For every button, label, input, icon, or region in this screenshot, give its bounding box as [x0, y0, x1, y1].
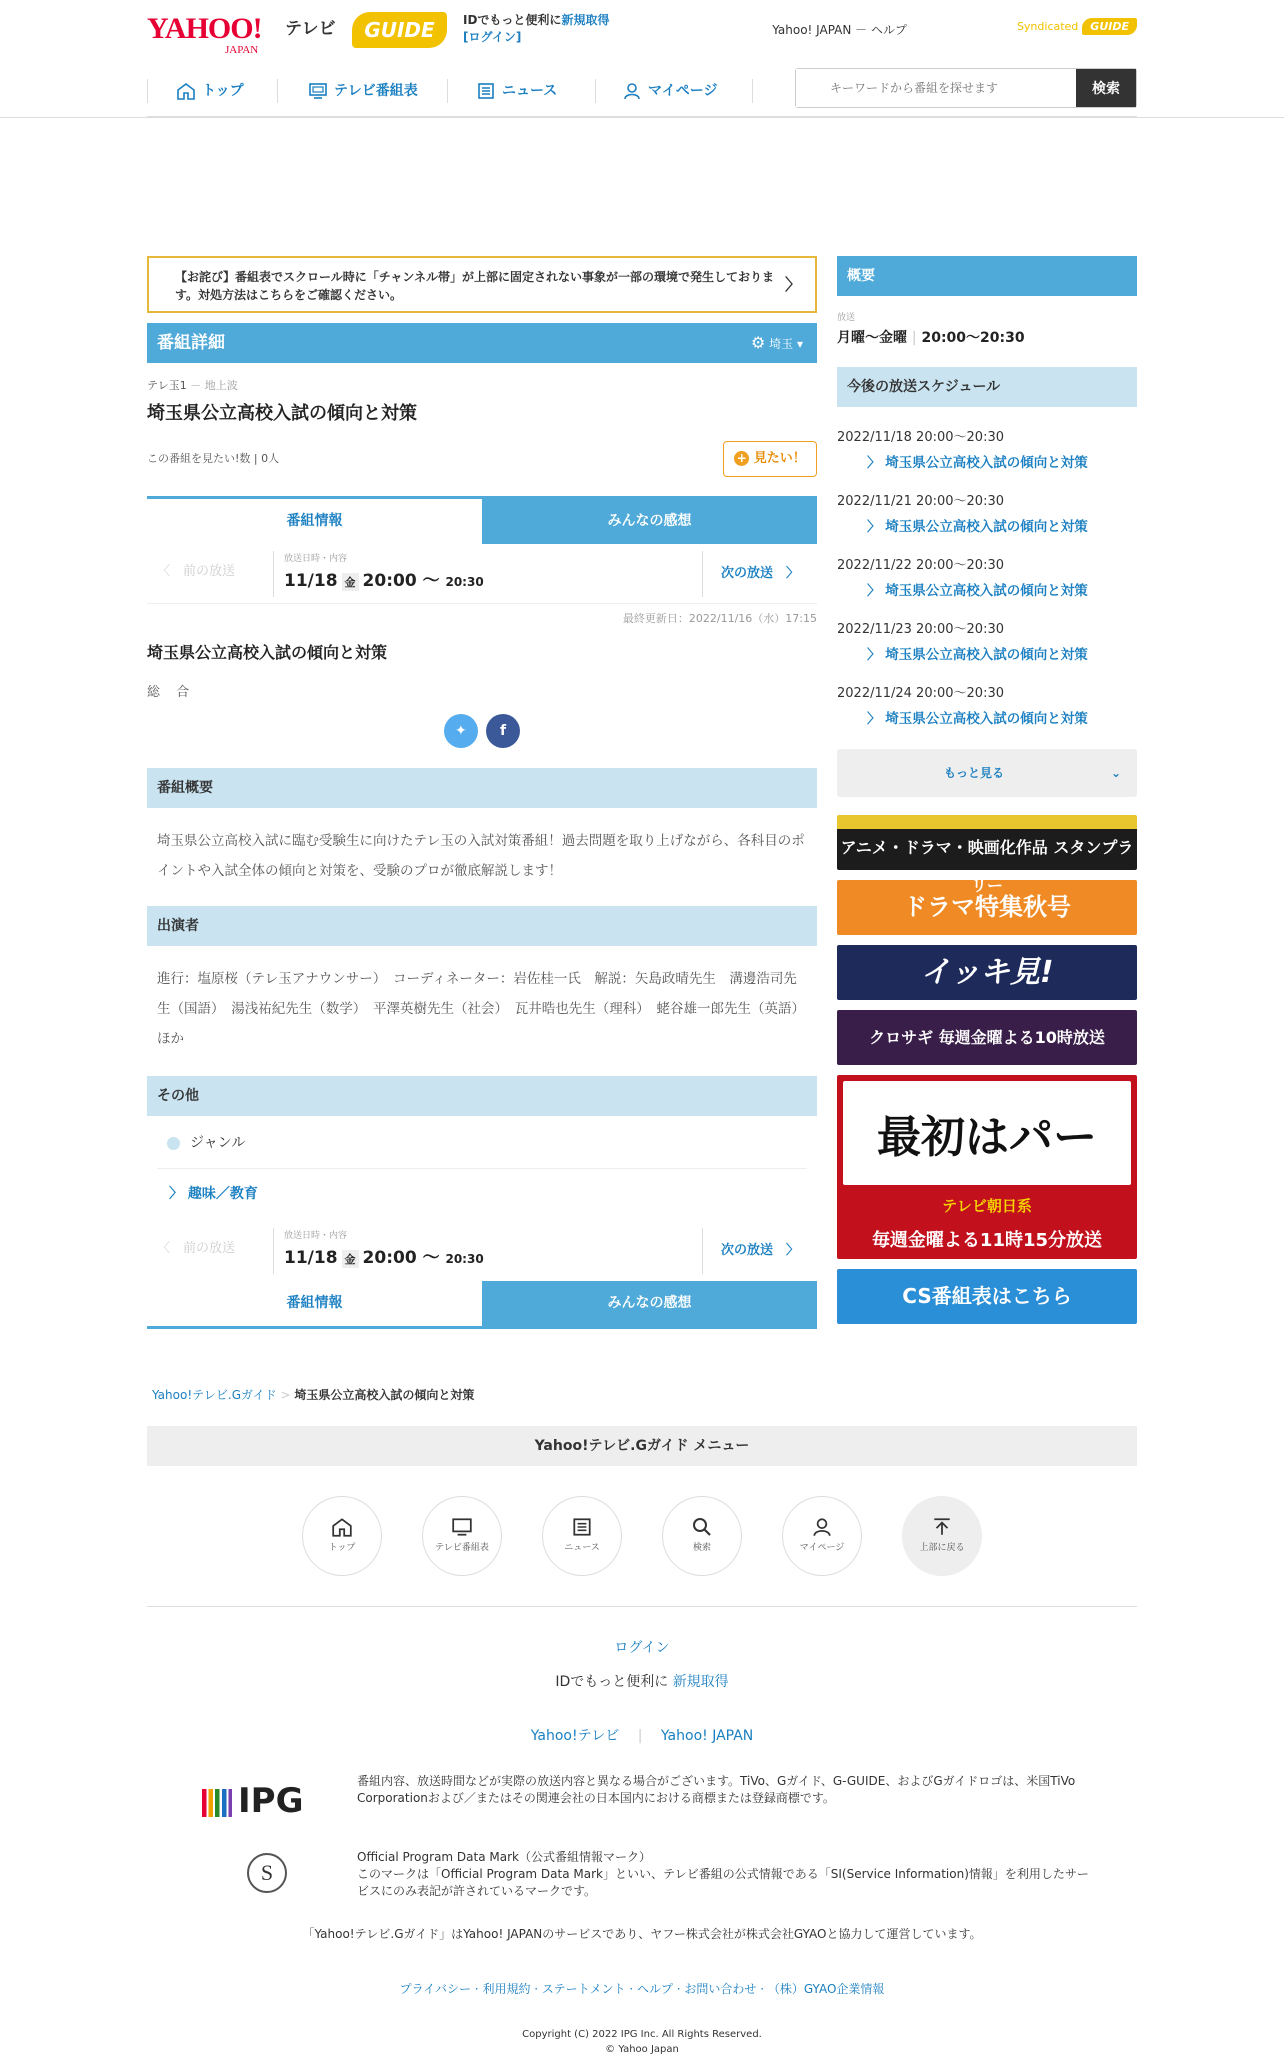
housou-label: 放送 [837, 313, 856, 323]
japan-logo-text: JAPAN [225, 44, 259, 56]
menu-back-to-top[interactable] [902, 1496, 982, 1576]
footer-login-row [147, 1637, 1137, 1657]
schedule-link[interactable]: 〉 埼玉県公立高校入試の傾向と対策 [867, 519, 1088, 535]
sougou-label: 総 合 [147, 685, 196, 700]
menu-search[interactable] [662, 1496, 742, 1576]
syndicated-gguide-logo: GUIDE [1082, 18, 1137, 35]
footer-service-text: 「Yahoo!テレビ.Gガイド」はYahoo! JAPANのサービスであり、ヤフー株式会社が株式会社GYAOと協力して運営しています。 [302, 1927, 982, 1941]
menu-heading: Yahoo!テレビ.Gガイド メニュー [147, 1426, 1137, 1466]
gguide-logo[interactable]: GUIDE [352, 12, 447, 48]
schedule-link[interactable]: 〉 埼玉県公立高校入試の傾向と対策 [867, 455, 1088, 471]
home-icon [331, 1517, 353, 1537]
broadcast-end-bottom: 20:30 [445, 1252, 484, 1266]
genre-link-label: 趣味／教育 [187, 1186, 258, 1202]
footer [147, 1606, 1137, 2055]
header-id-block [463, 12, 609, 46]
tabs-top [147, 496, 817, 544]
id-text: IDでもっと便利に [463, 13, 562, 27]
schedule-title: 埼玉県公立高校入試の傾向と対策 [885, 455, 1088, 471]
genre-link[interactable]: 〉 趣味／教育 [169, 1186, 258, 1202]
detail-heading [147, 323, 817, 363]
opdm-text: このマークは「Official Program Data Mark」といい、テレビ番組の公式情報である「SI(Service Information)情報」を利用したサービスにのみ表記が許されているマークです。 [357, 1867, 1089, 1898]
broadcast-schedule-summary: 月曜～金曜 | 20:00～20:30 [837, 330, 1025, 346]
detail-heading-text: 番組詳細 [157, 333, 225, 353]
next-label: 次の放送 [721, 566, 774, 581]
footer-links-2[interactable]: プライバシー · 利用規約 · ステートメント · ヘルプ · お問い合わせ · （株）GYAO企業情報 [399, 1982, 885, 1996]
menu-back-to-top-label: 上部に戻る [919, 1543, 965, 1553]
footer-id-row [147, 1671, 1137, 1691]
nav-news-label: ニュース [502, 83, 558, 99]
news-icon [571, 1517, 593, 1537]
footer-signup-link[interactable]: 新規取得 [672, 1674, 729, 1690]
broadcast-days: 月曜～金曜 [837, 330, 907, 346]
breadcrumb-home[interactable]: Yahoo!テレビ.Gガイド [152, 1388, 277, 1402]
banner-ikkimi[interactable]: イッキ見! [837, 945, 1137, 1000]
header [147, 0, 1137, 60]
ipg-text: 番組内容、放送時間などが実際の放送内容と異なる場合がございます。TiVo、Gガイド、G-GUIDE、およびGガイドロゴは、米国TiVo Corporationおよび／またはその関連会社の日本国内における商標または登録商標です。 [357, 1774, 1076, 1805]
tv-icon [308, 82, 328, 100]
page [147, 0, 1137, 60]
channel-line [147, 377, 817, 393]
search-button[interactable]: 検索 [1076, 69, 1136, 107]
schedule-item [837, 682, 1137, 727]
broadcast-start-bottom: 20:00 〜 [362, 1248, 440, 1268]
channel-name: テレ玉1 [147, 379, 187, 392]
want-count: 0人 [261, 452, 280, 465]
tv-icon [451, 1517, 473, 1537]
want-label: この番組を見たい!数 [147, 452, 251, 465]
share-buttons [147, 714, 817, 754]
main-column [147, 256, 817, 1329]
prev-label: 前の放送 [183, 564, 236, 579]
ipg-logo-text: IPG [238, 1781, 304, 1821]
facebook-icon[interactable]: f [486, 714, 520, 748]
schedule-date: 2022/11/24 20:00～20:30 [837, 686, 1004, 701]
broadcast-when-bottom [273, 1228, 484, 1274]
broadcast-bar [147, 544, 817, 604]
nav-bar [0, 60, 1284, 118]
menu-mypage[interactable] [782, 1496, 862, 1576]
broadcast-datetime [284, 566, 484, 591]
breadcrumb: Yahoo!テレビ.Gガイド > 埼玉県公立高校入試の傾向と対策 [152, 1388, 475, 1402]
prev-label-bottom: 前の放送 [183, 1241, 236, 1256]
footer-login-link[interactable]: ログイン [614, 1640, 670, 1656]
header-right-links[interactable]: Yahoo! JAPAN － ヘルプ [772, 23, 907, 37]
prev-broadcast[interactable]: 〈 前の放送 [157, 564, 236, 579]
plus-icon: + [734, 451, 749, 466]
more-button[interactable] [837, 749, 1137, 797]
broadcast-datetime-bottom [284, 1243, 484, 1268]
sidebar [837, 256, 1137, 1324]
summary-text: 埼玉県公立高校入試に臨む受験生に向けたテレ玉の入試対策番組！過去問題を取り上げながら、各科目のポイントや入試全体の傾向と対策を、受験のプロが徹底解説します！ [157, 833, 805, 879]
banner-cs-listings[interactable]: CS番組表はこちら [837, 1269, 1137, 1324]
broadcast-dow-bottom: 金 [342, 1250, 359, 1268]
menu-mypage-label: マイページ [799, 1543, 845, 1553]
menu-news-label: ニュース [564, 1543, 600, 1553]
nav-divider [752, 79, 753, 103]
summary-heading: 番組概要 [147, 768, 817, 808]
want-button[interactable] [723, 441, 817, 477]
schedule-date: 2022/11/21 20:00～20:30 [837, 494, 1004, 509]
ipg-block [147, 1773, 1137, 1843]
home-icon [176, 82, 196, 100]
want-button-label: 見たい！ [753, 451, 806, 466]
genre-bullet-icon [167, 1137, 180, 1150]
gear-icon: ⚙ [750, 333, 766, 352]
opdm-title: Official Program Data Mark（公式番組情報マーク） [357, 1850, 651, 1864]
user-icon [622, 82, 642, 100]
program-title-2: 埼玉県公立高校入試の傾向と対策 [147, 643, 388, 662]
footer-id-text: IDでもっと便利に [555, 1674, 669, 1690]
broadcast-label: 放送日時・内容 [284, 554, 348, 564]
search-input[interactable] [796, 69, 1076, 107]
nav-news[interactable] [447, 79, 557, 103]
broadcast-when [273, 551, 484, 597]
tv-logo-text[interactable]: テレビ [285, 19, 336, 39]
area-label: 埼玉 [769, 337, 794, 351]
chevron-right-icon: 〉 [784, 275, 801, 294]
banner-saisho-wa-paa[interactable] [837, 1075, 1137, 1259]
nav-top-label: トップ [202, 83, 244, 99]
syndicated-text: Syndicated [1016, 20, 1079, 33]
schedule-link[interactable]: 〉 埼玉県公立高校入試の傾向と対策 [867, 647, 1088, 663]
banner-stamp-rally[interactable]: アニメ・ドラマ・映画化作品 スタンプラ [837, 815, 1137, 870]
broadcast-bar-bottom [147, 1221, 817, 1281]
banner-kurosagi[interactable]: クロサギ 毎週金曜よる10時放送 [837, 1010, 1137, 1065]
tab-reviews-bottom[interactable]: みんなの感想 [482, 1281, 817, 1326]
schedule-date: 2022/11/23 20:00～20:30 [837, 622, 1004, 637]
schedule-item [837, 426, 1137, 471]
schedule-item [837, 554, 1137, 599]
signup-link[interactable]: 新規取得 [561, 13, 610, 27]
tabs-bottom [147, 1281, 817, 1329]
schedule-title: 埼玉県公立高校入試の傾向と対策 [885, 647, 1088, 663]
program-title: 埼玉県公立高校入試の傾向と対策 [147, 403, 417, 424]
footer-links-1: Yahoo!テレビ | Yahoo! JAPAN [530, 1728, 754, 1744]
footer-yahoo-japan-link[interactable]: Yahoo! JAPAN [660, 1728, 754, 1744]
cast-text: 進行：塩原桜（テレ玉アナウンサー） コーディネーター：岩佐桂一氏 解説：矢島政晴先生 溝邊浩司先生（国語） 湯浅祐紀先生（数学） 平澤英樹先生（社会） 瓦井晧也先生（理科） 蛯谷雄一郎先生（英語） ほか [157, 971, 812, 1047]
broadcast-date-bottom: 11/18 [284, 1248, 338, 1268]
tab-reviews[interactable]: みんなの感想 [482, 499, 817, 544]
schedule-title: 埼玉県公立高校入試の傾向と対策 [885, 583, 1088, 599]
arrow-up-icon [931, 1517, 953, 1537]
want-row: この番組を見たい!数 | 0人 + 見たい！ [147, 441, 817, 477]
banner-saisho-time: 毎週金曜よる11時15分放送 [871, 1230, 1103, 1251]
updated-date: 最終更新日：2022/11/16（水）17:15 [622, 612, 817, 625]
nav-mypage[interactable] [595, 79, 717, 103]
menu-search-label: 検索 [692, 1543, 711, 1553]
nav-top[interactable] [147, 79, 244, 103]
schedule-link[interactable]: 〉 埼玉県公立高校入試の傾向と対策 [867, 583, 1088, 599]
menu-tv-listings[interactable] [422, 1496, 502, 1576]
schedule-title: 埼玉県公立高校入試の傾向と対策 [885, 711, 1088, 727]
content [147, 118, 1137, 2055]
schedule-link[interactable]: 〉 埼玉県公立高校入試の傾向と対策 [867, 711, 1088, 727]
broadcast-end: 20:30 [445, 575, 484, 589]
tab-program-info-bottom[interactable]: 番組情報 [147, 1281, 482, 1326]
yahoo-logo[interactable]: YAHOO! [147, 12, 262, 45]
footer-copyright-ipg: Copyright (C) 2022 IPG Inc. All Rights Reserved. [522, 2029, 762, 2040]
next-label-bottom: 次の放送 [721, 1243, 774, 1258]
chevron-down-icon: ⌄ [1110, 766, 1121, 780]
overview-heading: 概要 [837, 256, 1137, 296]
login-link[interactable]: [ログイン] [463, 30, 522, 44]
ipg-logo [202, 1781, 303, 1821]
syndicated-mark [1017, 18, 1137, 35]
news-icon [476, 82, 496, 100]
schedule-date: 2022/11/18 20:00～20:30 [837, 430, 1004, 445]
schedule-heading: 今後の放送スケジュール [837, 367, 1137, 407]
opdm-text-block [357, 1849, 1097, 1900]
broadcast-label-bottom: 放送日時・内容 [284, 1231, 348, 1241]
channel-type: － 地上波 [190, 379, 238, 392]
genre-label: ジャンル [190, 1135, 246, 1151]
schedule-date: 2022/11/22 20:00～20:30 [837, 558, 1004, 573]
banner-saisho-sub: テレビ朝日系 [942, 1197, 1032, 1215]
nav-tv-label: テレビ番組表 [334, 83, 418, 99]
schedule-title: 埼玉県公立高校入試の傾向と対策 [885, 519, 1088, 535]
genre-row [157, 1116, 807, 1169]
next-broadcast[interactable]: 次の放送 〉 [702, 551, 817, 597]
cast-heading: 出演者 [147, 906, 817, 946]
user-icon [811, 1517, 833, 1537]
schedule-item [837, 490, 1137, 535]
footer-copyright-yahoo: © Yahoo Japan [605, 2044, 679, 2055]
search-box [795, 68, 1137, 108]
broadcast-date: 11/18 [284, 571, 338, 591]
other-heading: その他 [147, 1076, 817, 1116]
broadcast-time: 20:00～20:30 [921, 330, 1025, 346]
tab-program-info[interactable]: 番組情報 [147, 499, 482, 544]
next-broadcast-bottom[interactable]: 次の放送 〉 [702, 1228, 817, 1274]
menu-tv-label: テレビ番組表 [435, 1543, 489, 1553]
broadcast-start: 20:00 〜 [362, 571, 440, 591]
more-label: もっと見る [943, 766, 1004, 780]
schedule-item [837, 618, 1137, 663]
broadcast-dow: 金 [342, 573, 359, 591]
banner-saisho-title: 最初はパー [843, 1081, 1131, 1185]
nav-tv-listings[interactable] [277, 79, 418, 103]
banner-drama-special[interactable]: ドラマ特集秋号 [837, 880, 1137, 935]
menu-top-label: トップ [328, 1543, 356, 1553]
menu-top[interactable] [302, 1496, 382, 1576]
notice-text: 【お詫び】番組表でスクロール時に「チャンネル帯」が上部に固定されない事象が一部の環境で発生しております。対処方法はこちらをご確認ください。 [175, 270, 775, 302]
area-selector[interactable]: ⚙ 埼玉 ▾ [750, 333, 803, 352]
opdm-block [147, 1849, 1137, 1925]
official-program-data-mark-icon: S [247, 1853, 287, 1893]
prev-broadcast-bottom[interactable]: 〈 前の放送 [157, 1241, 236, 1256]
nav-mypage-label: マイページ [648, 83, 718, 99]
notice-banner[interactable] [147, 256, 817, 313]
breadcrumb-current: 埼玉県公立高校入試の傾向と対策 [294, 1388, 475, 1402]
ipg-stripes-icon [202, 1789, 232, 1817]
search-icon [691, 1517, 713, 1537]
footer-yahoo-tv-link[interactable]: Yahoo!テレビ [530, 1728, 620, 1744]
twitter-icon[interactable]: ✦ [444, 714, 478, 748]
menu-news[interactable] [542, 1496, 622, 1576]
